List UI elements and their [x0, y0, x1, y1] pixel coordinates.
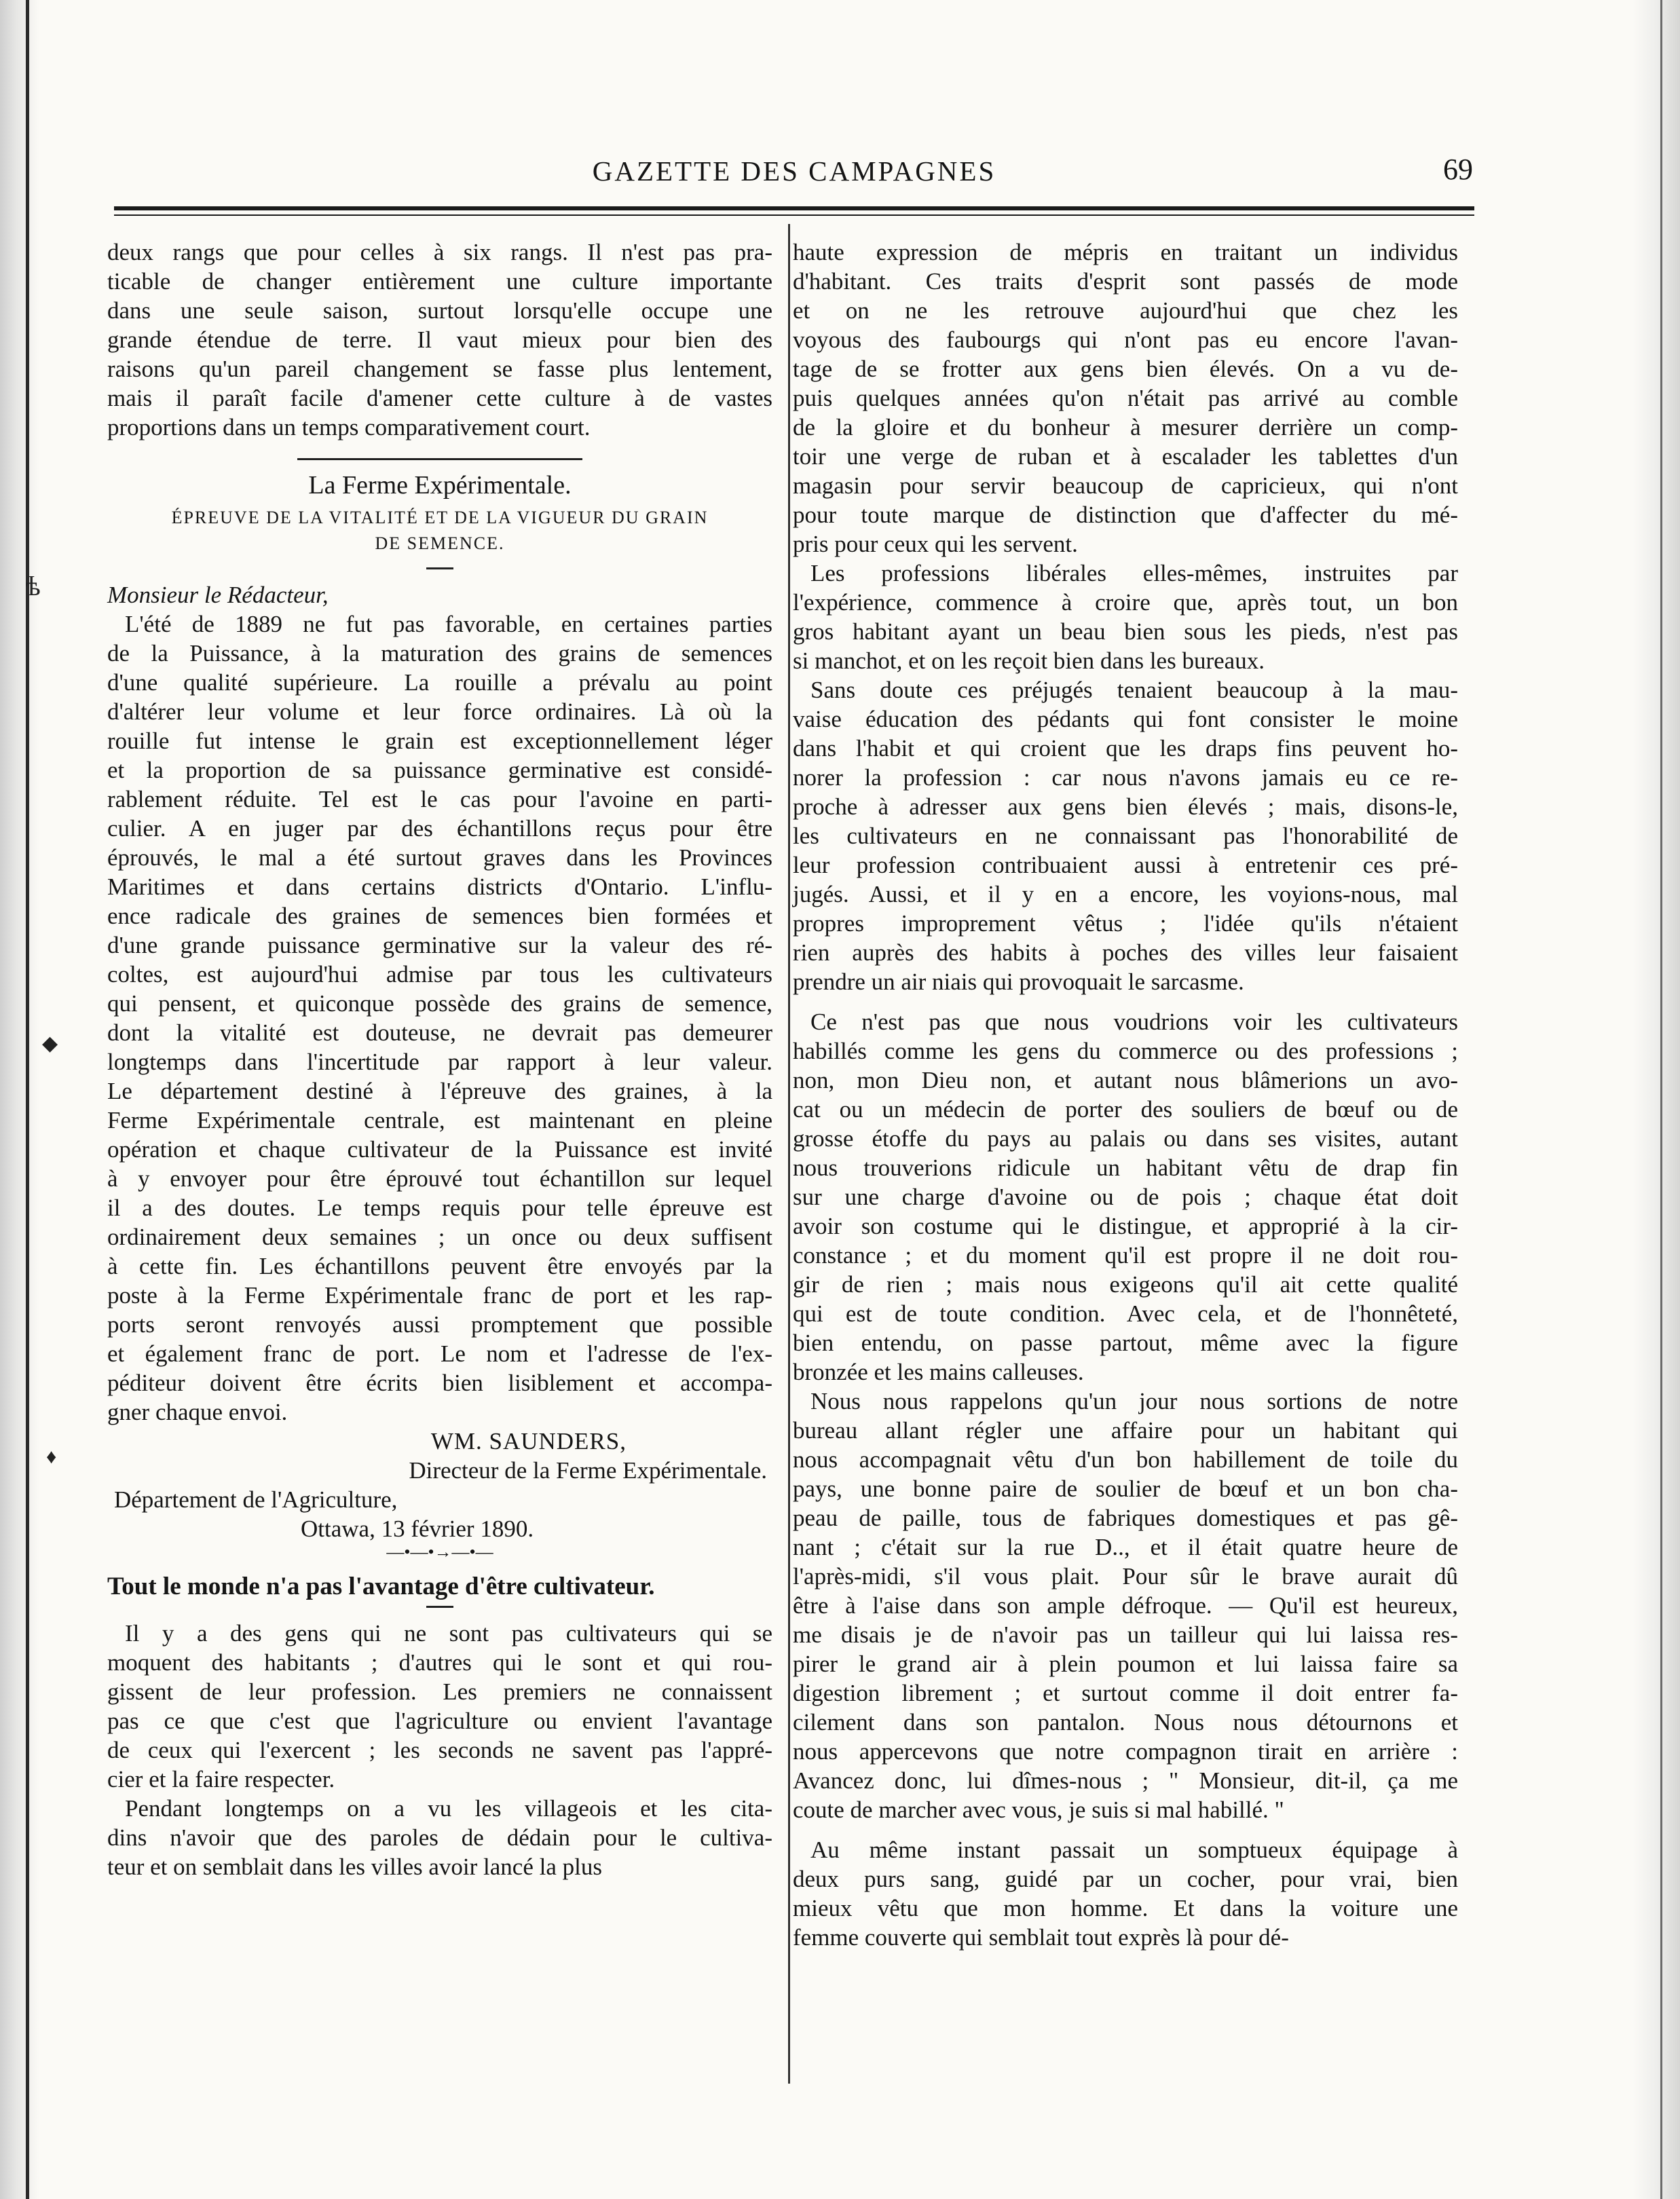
text-line: pays, une bonne paire de soulier de bœuf et un bon cha-	[793, 1476, 1458, 1502]
text-line: puis quelques années qu'on n'était pas arrivé au comble	[793, 385, 1458, 411]
salutation: Monsieur le Rédacteur,	[107, 582, 329, 608]
text-line: vaise éducation des pédants qui font consister le moine	[793, 706, 1458, 732]
text-line: pris pour ceux qui les servent.	[793, 531, 1078, 557]
article-paragraph	[793, 1387, 1458, 1824]
signature-title: Directeur de la Ferme Expérimentale.	[409, 1457, 767, 1484]
text-line: nant ; c'était sur la rue D.., et il était quatre heure de	[793, 1534, 1458, 1560]
publication-title: GAZETTE DES CAMPAGNES	[592, 155, 996, 187]
article-paragraph	[793, 675, 1458, 996]
text-line: ticable de changer entièrement une culture importante	[107, 268, 772, 295]
margin-mark: ѣ	[26, 571, 41, 601]
text-line: à cette fin. Les échantillons peuvent être envoyés par la	[107, 1253, 772, 1279]
text-line: opération et chaque cultivateur de la Puissance est invité	[107, 1136, 772, 1163]
text-line: proportions dans un temps comparativement court.	[107, 414, 591, 440]
text-line: L'été de 1889 ne fut pas favorable, en certaines parties	[125, 611, 772, 637]
column-divider	[788, 224, 790, 2084]
text-line: d'altérer leur volume et leur force ordinaires. Là où la	[107, 698, 772, 725]
article-paragraph	[793, 559, 1458, 675]
article-title-cultivateur: Tout le monde n'a pas l'avantage d'être cultivateur.	[107, 1573, 655, 1600]
text-line: Les professions libérales elles-mêmes, instruites par	[810, 560, 1458, 586]
text-line: grande étendue de terre. Il vaut mieux pour bien des	[107, 326, 772, 353]
text-line: cat ou un médecin de porter des souliers de bœuf ou de	[793, 1096, 1458, 1123]
article-subhead-line: ÉPREUVE DE LA VITALITÉ ET DE LA VIGUEUR DU GRAIN	[171, 508, 709, 527]
text-line: avoir son costume qui le distingue, et approprié à la cir-	[793, 1213, 1458, 1239]
text-line: et on ne les retrouve aujourd'hui que chez les	[793, 297, 1458, 324]
text-line: rouille fut intense le grain est exceptionnellement léger	[107, 728, 772, 754]
text-line: nous trouverions ridicule un habitant vêtu de drap fin	[793, 1154, 1458, 1181]
text-line: il a des doutes. Le temps requis pour telle épreuve est	[107, 1195, 772, 1221]
text-line: proche à adresser aux gens bien élevés ; mais, disons-le,	[793, 793, 1458, 820]
text-line: Avancez donc, lui dîmes-nous ; " Monsieur, dit-il, ça me	[793, 1767, 1458, 1794]
text-line: magasin pour servir beaucoup de capricieux, qui n'ont	[793, 472, 1458, 499]
text-line: d'une grande puissance germinative sur la valeur des ré-	[107, 932, 772, 958]
signature-department: Département de l'Agriculture,	[114, 1486, 398, 1513]
text-line: voyous des faubourgs qui n'ont pas eu encore l'avan-	[793, 326, 1458, 353]
text-line: dont la vitalité est douteuse, ne devrait pas demeurer	[107, 1019, 772, 1046]
text-line: bien entendu, on passe partout, même avec la figure	[793, 1330, 1458, 1356]
text-line: Nous nous rappelons qu'un jour nous sortions de notre	[810, 1388, 1458, 1414]
text-line: poste à la Ferme Expérimentale franc de port et les rap-	[107, 1282, 772, 1309]
text-line: de ceux qui l'exercent ; les seconds ne savent pas l'appré-	[107, 1737, 772, 1763]
header-rule-thick	[114, 206, 1474, 210]
scan-right-edge	[1632, 0, 1680, 2199]
text-line: qui est de toute condition. Avec cela, et de l'honnêteté,	[793, 1300, 1458, 1327]
article-paragraph	[107, 1794, 772, 1881]
text-line: culier. A en juger par des échantillons reçus pour être	[107, 815, 772, 842]
text-line: l'expérience, commence à croire que, après tout, un bon	[793, 589, 1458, 616]
text-line: pirer le grand air à plein poumon et lui laissa faire sa	[793, 1651, 1458, 1677]
text-line: pour toute marque de distinction que d'affecter du mé-	[793, 502, 1458, 528]
text-line: Ce n'est pas que nous voudrions voir les cultivateurs	[810, 1009, 1458, 1035]
left-column	[107, 238, 772, 1881]
text-line: sur une charge d'avoine ou de pois ; chaque état doit	[793, 1184, 1458, 1210]
text-line: non, mon Dieu non, et autant nous blâmerions un avo-	[793, 1067, 1458, 1093]
text-line: et également franc de port. Le nom et l'adresse de l'ex-	[107, 1340, 772, 1367]
text-line: mieux vêtu que mon homme. Et dans la voiture une	[793, 1895, 1458, 1921]
text-line: deux rangs que pour celles à six rangs. Il n'est pas pra-	[107, 239, 772, 265]
text-line: digestion librement ; et surtout comme il doit entrer fa-	[793, 1680, 1458, 1706]
text-line: leur profession contribuaient aussi à entretenir ces pré-	[793, 852, 1458, 878]
text-line: femme couverte qui semblait tout exprès là pour dé-	[793, 1924, 1289, 1951]
signature-place-date: Ottawa, 13 février 1890.	[301, 1516, 534, 1542]
page-number: 69	[1443, 153, 1473, 186]
text-line: dans l'habit et qui croient que les draps fins peuvent ho-	[793, 735, 1458, 762]
text-line: de la Puissance, à la maturation des grains de semences	[107, 640, 772, 666]
text-line: Sans doute ces préjugés tenaient beaucoup à la mau-	[810, 677, 1458, 703]
text-line: habillés comme les gens du commerce ou des professions ;	[793, 1038, 1458, 1064]
text-line: ence radicale des graines de semences bien formées et	[107, 903, 772, 929]
text-line: grosse étoffe du pays au palais ou dans ses visites, autant	[793, 1125, 1458, 1152]
page-header	[115, 151, 1473, 198]
text-line: teur et on semblait dans les villes avoir lancé la plus	[107, 1854, 602, 1880]
text-line: longtemps dans l'incertitude par rapport à leur valeur.	[107, 1049, 772, 1075]
text-line: ports seront renvoyés aussi promptement que possible	[107, 1311, 772, 1338]
text-line: tage de se frotter aux gens bien élevés. On a vu de-	[793, 356, 1458, 382]
article-paragraph	[793, 1007, 1458, 1387]
text-line: peau de paille, tous de fabriques domestiques et pas gê-	[793, 1505, 1458, 1531]
text-line: cilement dans son pantalon. Nous nous détournons et	[793, 1709, 1458, 1735]
text-line: pas ce que c'est que l'agriculture ou envient l'avantage	[107, 1708, 772, 1734]
text-line: bronzée et les mains calleuses.	[793, 1359, 1084, 1385]
text-line: raisons qu'un pareil changement se fasse plus lentement,	[107, 356, 772, 382]
text-line: l'après-midi, s'il vous plait. Pour sûr le brave aurait dû	[793, 1563, 1458, 1590]
text-line: dans une seule saison, surtout lorsqu'elle occupe une	[107, 297, 772, 324]
text-line: péditeur doivent être écrits bien lisiblement et accompa-	[107, 1370, 772, 1396]
continued-paragraph	[107, 238, 772, 442]
text-line: Maritimes et dans certains districts d'Ontario. L'influ-	[107, 873, 772, 900]
text-line: coltes, est aujourd'hui admise par tous les cultivateurs	[107, 961, 772, 988]
right-column	[793, 238, 1458, 1952]
text-line: bureau allant régler une affaire pour un habitant qui	[793, 1417, 1458, 1444]
text-line: rablement réduite. Tel est le cas pour l'avoine en parti-	[107, 786, 772, 812]
text-line: d'habitant. Ces traits d'esprit sont passés de mode	[793, 268, 1458, 295]
text-line: moquent des habitants ; d'autres qui le sont et qui rou-	[107, 1649, 772, 1676]
text-line: toir une verge de ruban et à escalader les tablettes d'un	[793, 443, 1458, 470]
text-line: être à l'aise dans son ample défroque. — Qu'il est heureux,	[793, 1592, 1458, 1619]
text-line: norer la profession : car nous n'avons jamais eu ce re-	[793, 764, 1458, 791]
text-line: Pendant longtemps on a vu les villageois et les cita-	[125, 1795, 772, 1822]
article-title-ferme: La Ferme Expérimentale.	[308, 471, 572, 500]
margin-mark: ♦	[46, 1446, 57, 1468]
scan-left-edge-line	[26, 0, 29, 2199]
text-line: gner chaque envoi.	[107, 1399, 288, 1425]
text-line: gros habitant ayant un beau bien sous les pieds, n'est pas	[793, 618, 1458, 645]
text-line: Le département destiné à l'épreuve des graines, à la	[107, 1078, 772, 1104]
text-line: constance ; et du moment qu'il est propre il ne doit rou-	[793, 1242, 1458, 1268]
text-line: et la proportion de sa puissance germinative est considé-	[107, 757, 772, 783]
letter-body	[107, 609, 772, 1427]
text-line: de la gloire et du bonheur à mesurer derrière un comp-	[793, 414, 1458, 440]
text-line: Ferme Expérimentale centrale, est maintenant en pleine	[107, 1107, 772, 1133]
text-line: les cultivateurs en ne connaissant pas l'honorabilité de	[793, 823, 1458, 849]
text-line: gissent de leur profession. Les premiers ne connaissent	[107, 1678, 772, 1705]
text-line: mais il paraît facile d'amener cette culture à de vastes	[107, 385, 772, 411]
article-paragraph	[793, 1835, 1458, 1952]
text-line: haute expression de mépris en traitant un individus	[793, 239, 1458, 265]
text-line: dins n'avoir que des paroles de dédain pour le cultiva-	[107, 1824, 772, 1851]
text-line: propres improprement vêtus ; l'idée qu'ils n'étaient	[793, 910, 1458, 937]
scan-right-edge-line	[1660, 0, 1662, 2199]
text-line: nous accompagnait vêtu d'un bon habillement de toile du	[793, 1446, 1458, 1473]
text-line: d'une qualité supérieure. La rouille a prévalu au point	[107, 669, 772, 696]
text-line: deux purs sang, guidé par un cocher, pour vrai, bien	[793, 1866, 1458, 1892]
text-line: nous appercevons que notre compagnon tirait en arrière :	[793, 1738, 1458, 1765]
article-paragraph	[107, 1619, 772, 1794]
text-line: à y envoyer pour être éprouvé tout échantillon sur lequel	[107, 1165, 772, 1192]
text-line: Au même instant passait un somptueux équipage à	[810, 1837, 1458, 1863]
text-line: prendre un air niais qui provoquait le sarcasme.	[793, 969, 1244, 995]
article-paragraph	[793, 238, 1458, 559]
ornamental-divider: —•—•→—•—	[386, 1542, 493, 1562]
margin-mark: ◆	[42, 1032, 58, 1055]
text-line: jugés. Aussi, et il y en a encore, les voyions-nous, mal	[793, 881, 1458, 907]
article-subhead-line: DE SEMENCE.	[375, 533, 505, 553]
text-line: Il y a des gens qui ne sont pas cultivateurs qui se	[125, 1620, 772, 1647]
scan-left-edge	[0, 0, 39, 2199]
text-line: cier et la faire respecter.	[107, 1766, 335, 1792]
text-line: gir de rien ; mais nous exigeons qu'il ait cette qualité	[793, 1271, 1458, 1298]
text-line: si manchot, et on les reçoit bien dans les bureaux.	[793, 647, 1265, 674]
text-line: me disais je de n'avoir pas un tailleur qui lui laissa res-	[793, 1621, 1458, 1648]
text-line: éprouvés, le mal a été surtout graves dans les Provinces	[107, 844, 772, 871]
signature-name: WM. SAUNDERS,	[430, 1428, 627, 1454]
text-line: ordinairement deux semaines ; un once ou deux suffisent	[107, 1224, 772, 1250]
text-line: qui pensent, et quiconque possède des grains de semence,	[107, 990, 772, 1017]
text-line: rien auprès des habits à poches des villes leur faisaient	[793, 939, 1458, 966]
text-line: coute de marcher avec vous, je suis si mal habillé. "	[793, 1797, 1284, 1823]
header-rule-thin	[114, 214, 1474, 216]
